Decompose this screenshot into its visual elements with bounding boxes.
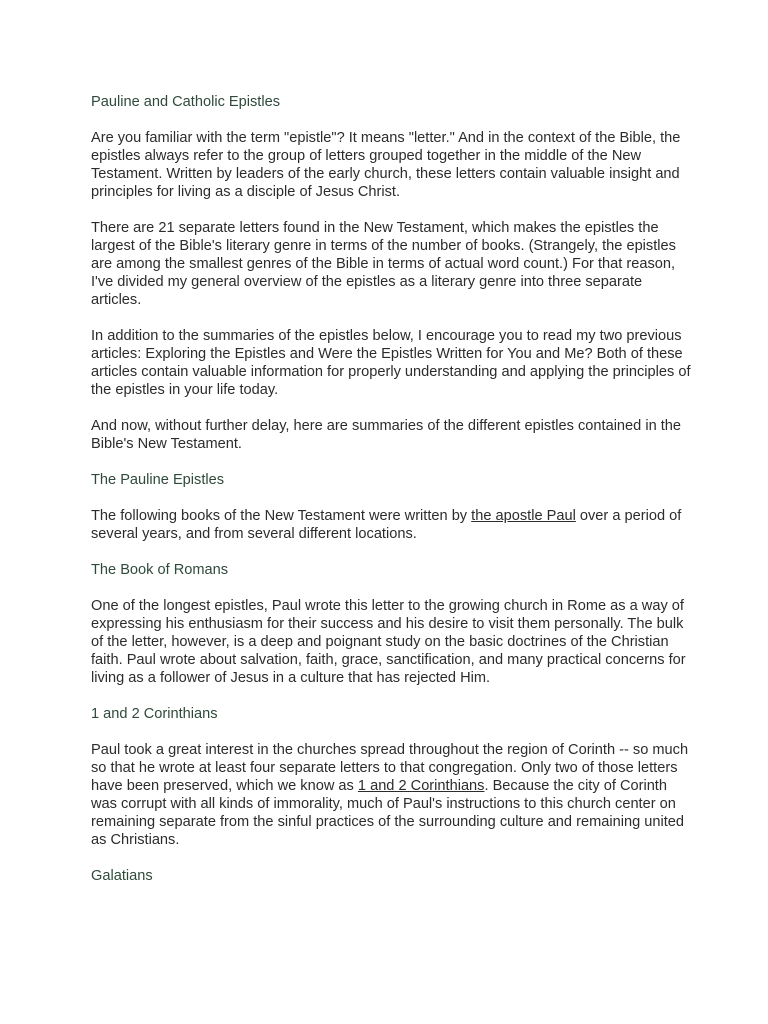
intro-paragraph-4: And now, without further delay, here are summaries of the different epistles contained in the Bible's New Testament. [91,418,682,452]
document-page [91,93,691,885]
intro-paragraph-3: In addition to the summaries of the epistles below, I encourage you to read my two previous articles: Exploring the Epistles and Were the Epistles Written for You and Me? Both of these articles contain valuable information for properly understanding and applying the principles of the epistles in your life today. [91,328,691,398]
pauline-paragraph [91,507,691,543]
romans-paragraph: One of the longest epistles, Paul wrote this letter to the growing church in Rome as a way of expressing his enthusiasm for their success and his desire to visit them personally. The bulk of the letter, however, is a deep and poignant study on the basic doctrines of the Christian faith. Paul wrote about salvation, faith, grace, sanctification, and many practical concerns for living as a follower of Jesus in a culture that has rejected Him. [91,598,686,686]
corinthians-text-before: Paul took a great interest in the churches spread throughout the region of Corinth -- so much so that he wrote at least four separate letters to that congregation. Only two of those letters have been preserved, which we know as [91,742,689,794]
apostle-paul-link[interactable]: the apostle Paul [471,508,576,524]
pauline-text-after: over a period of several years, and from several different locations. [91,508,682,542]
intro-paragraph-2: There are 21 separate letters found in the New Testament, which makes the epistles the largest of the Bible's literary genre in terms of the number of books. (Strangely, the epistles are among the smallest genres of the Bible in terms of actual word count.) For that reason, I've divided my general overview of the epistles as a literary genre into three separate articles. [91,220,676,308]
corinthians-text-after: . Because the city of Corinth was corrupt with all kinds of immorality, much of Paul's instructions to this church center on remaining separate from the sinful practices of the surrounding culture and remaining united as Christians. [91,778,684,848]
section-heading-romans: The Book of Romans [91,562,229,578]
section-heading-galatians: Galatians [91,868,153,884]
intro-paragraph-1: Are you familiar with the term "epistle"? It means "letter." And in the context of the Bible, the epistles always refer to the group of letters grouped together in the middle of the New Testament. Written by leaders of the early church, these letters contain valuable insight and principles for living as a disciple of Jesus Christ. [91,130,681,200]
section-heading-pauline: The Pauline Epistles [91,472,225,488]
corinthians-paragraph [91,741,691,849]
pauline-text-before: The following books of the New Testament were written by [91,508,472,524]
document-title: Pauline and Catholic Epistles [91,94,281,110]
section-heading-corinthians: 1 and 2 Corinthians [91,706,218,722]
corinthians-link[interactable]: 1 and 2 Corinthians [357,778,485,794]
